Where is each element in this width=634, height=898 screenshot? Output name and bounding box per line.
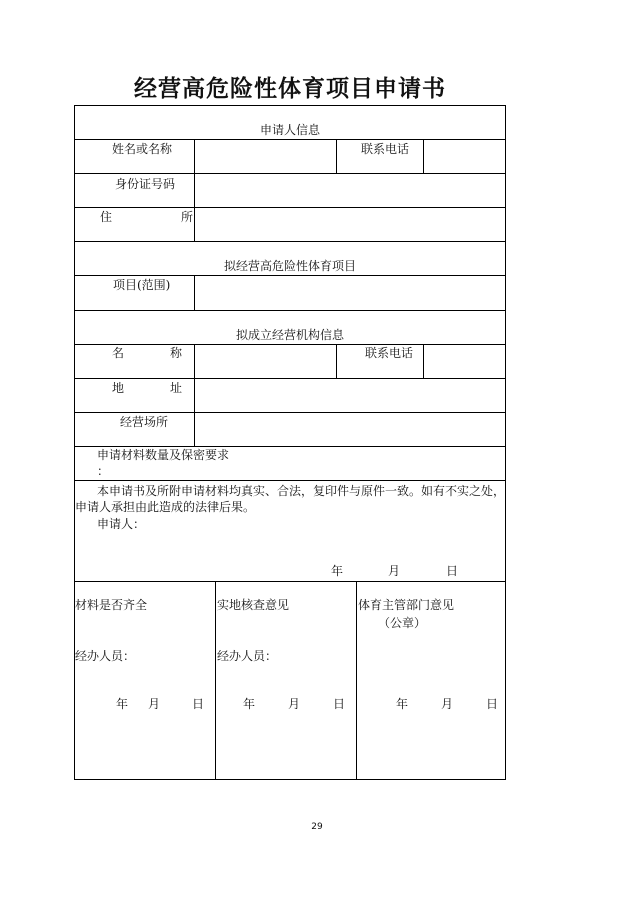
application-form — [74, 105, 506, 780]
materials-complete-title: 材料是否齐全 — [75, 598, 148, 612]
row-divider — [75, 446, 505, 447]
applicant-phone-label: 联系电话 — [361, 142, 410, 156]
declaration-text: 本申请书及所附申请材料均真实、合法，复印件与原件一致。如有不实之处，申请人承担由此造成的法律后果。 — [75, 484, 506, 514]
org-section-title: 拟成立经营机构信息 — [235, 328, 344, 342]
org-venue-field[interactable] — [195, 413, 505, 446]
col-divider — [336, 139, 337, 174]
col-divider — [356, 581, 357, 780]
review3-year: 年 — [396, 697, 409, 711]
applicant-name-label: 姓名或名称 — [112, 142, 173, 156]
org-name-field[interactable] — [195, 345, 336, 378]
review1-month: 月 — [148, 697, 161, 711]
review1-year: 年 — [116, 697, 129, 711]
org-name-label-a: 名 — [112, 346, 125, 360]
org-address-field[interactable] — [195, 379, 505, 412]
applicant-phone-field[interactable] — [424, 140, 505, 173]
declaration-applicant-label: 申请人： — [97, 517, 146, 531]
col-divider — [336, 344, 337, 379]
review2-year: 年 — [243, 697, 256, 711]
sports-dept-title: 体育主管部门意见 — [358, 598, 455, 612]
project-scope-field[interactable] — [195, 276, 505, 310]
document-title: 经营高危险性体育项目申请书 — [134, 76, 446, 102]
org-address-label-a: 地 — [112, 381, 125, 395]
review2-day: 日 — [333, 697, 346, 711]
handler-label-2: 经办人员： — [217, 649, 278, 663]
org-venue-label: 经营场所 — [120, 415, 169, 429]
applicant-address-label-b: 所 — [181, 210, 194, 224]
project-section-title: 拟经营高危险性体育项目 — [223, 259, 356, 273]
declaration-year: 年 — [331, 564, 344, 578]
page-number: 29 — [311, 822, 323, 832]
org-phone-label: 联系电话 — [365, 346, 414, 360]
site-inspection-title: 实地核查意见 — [217, 598, 290, 612]
row-divider — [75, 241, 505, 242]
row-divider — [75, 310, 505, 311]
applicant-address-label-a: 住 — [100, 210, 113, 224]
handler-label-1: 经办人员： — [75, 649, 136, 663]
org-address-label-b: 址 — [170, 381, 183, 395]
row-divider — [75, 480, 505, 481]
org-phone-field[interactable] — [424, 345, 505, 378]
review2-month: 月 — [288, 697, 301, 711]
project-scope-label: 项目(范围) — [113, 278, 171, 292]
declaration-month: 月 — [388, 564, 401, 578]
materials-colon: ： — [97, 464, 110, 478]
official-seal-label: （公章） — [378, 616, 427, 630]
applicant-id-label: 身份证号码 — [115, 177, 176, 191]
row-divider — [75, 581, 505, 582]
materials-label: 申请材料数量及保密要求 — [97, 448, 230, 462]
col-divider — [215, 581, 216, 780]
applicant-address-field[interactable] — [195, 208, 505, 241]
org-name-label-b: 称 — [170, 346, 183, 360]
applicant-name-field[interactable] — [195, 140, 336, 173]
declaration-day: 日 — [446, 564, 459, 578]
review3-month: 月 — [441, 697, 454, 711]
review1-day: 日 — [192, 697, 205, 711]
applicant-section-title: 申请人信息 — [259, 123, 320, 137]
applicant-id-field[interactable] — [195, 174, 505, 207]
review3-day: 日 — [486, 697, 499, 711]
